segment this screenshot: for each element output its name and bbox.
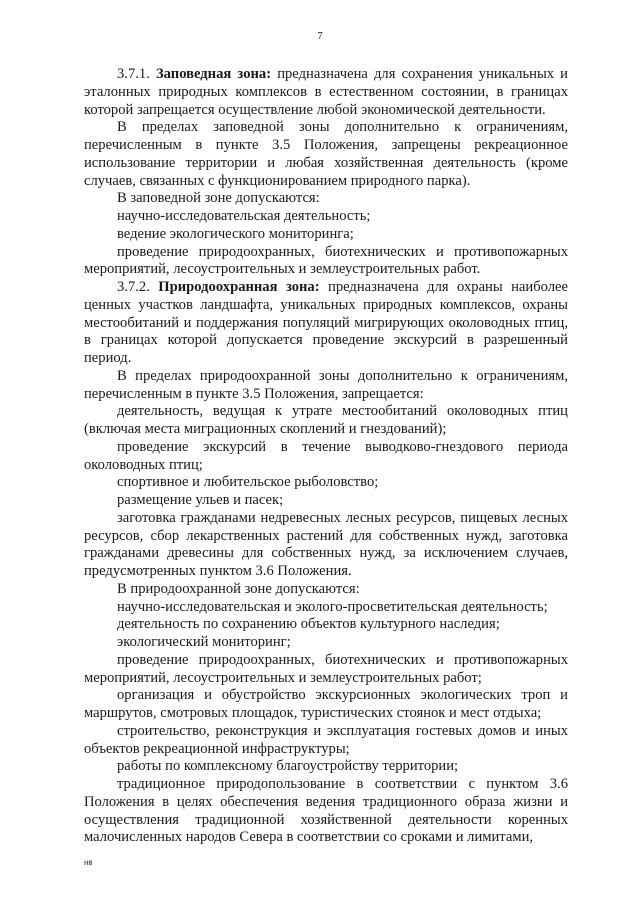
list-item: проведение экскурсий в течение выводково-гнездового периода околоводных птиц; <box>84 438 568 473</box>
document-body <box>84 66 568 847</box>
list-item: деятельность по сохранению объектов культурного наследия; <box>117 616 500 633</box>
paragraph: В пределах заповедной зоны дополнительно к ограничениям, перечисленным в пункте 3.5 Положения, запрещены рекреационное использование территории и любая хозяйственная деятельность (кроме случаев, связанных с функционированием природного парка). <box>84 119 568 189</box>
list-item: научно-исследовательская деятельность; <box>117 208 371 224</box>
list-item: заготовка гражданами недревесных лесных ресурсов, пищевых лесных ресурсов, сбор лекарственных растений для собственных нужд, заготовка гражданами древесины для собственных нужд, за исключением случаев, предусмотренных пунктом 3.6 Положения. <box>84 509 568 579</box>
page-number: 7 <box>317 30 323 42</box>
list-item: научно-исследовательская и эколого-просветительская деятельность; <box>117 598 548 615</box>
list-item: работы по комплексному благоустройству территории; <box>117 758 459 775</box>
paragraph: В пределах природоохранной зоны дополнительно к ограничениям, перечисленным в пункте 3.5 Положения, запрещается: <box>84 367 568 402</box>
list-item: проведение природоохранных, биотехнических и противопожарных мероприятий, лесоустроительных и землеустроительных работ; <box>84 651 568 686</box>
clause-number: 3.7.1. <box>117 66 150 82</box>
paragraph <box>84 279 568 368</box>
paragraph-text: предназначена для охраны наиболее ценных участков ландшафта, уникальных природных комплексов, охраны местообитаний и поддержания популяций мигрирующих околоводных птиц, в границах которой допускается проведение экскурсий в разрешенный период. <box>84 279 568 366</box>
list-item: спортивное и любительское рыболовство; <box>117 474 379 491</box>
list-item: организация и обустройство экскурсионных экологических троп и маршрутов, смотровых площадок, туристических стоянок и мест отдыха; <box>84 687 568 721</box>
list-item: строительство, реконструкция и эксплуатация гостевых домов и иных объектов рекреационной инфраструктуры; <box>84 722 568 757</box>
paragraph-text: предназначена для сохранения уникальных и эталонных природных комплексов в естественном состоянии, в границах которой запрещается осуществление любой экономической деятельности. <box>84 66 568 118</box>
list-item: ведение экологического мониторинга; <box>117 225 354 242</box>
list-item: размещение ульев и пасек; <box>117 492 284 508</box>
paragraph: В природоохранной зоне допускаются: <box>117 580 360 597</box>
zone-title: Природоохранная зона: <box>158 279 320 295</box>
list-item: проведение природоохранных, биотехнических и противопожарных мероприятий, лесоустроительных и землеустроительных работ. <box>84 243 568 278</box>
list-item: экологический мониторинг; <box>117 634 291 650</box>
zone-title: Заповедная зона: <box>155 66 272 82</box>
clause-number: 3.7.2. <box>117 279 150 295</box>
list-item: деятельность, ведущая к утрате местообитаний околоводных птиц (включая места миграционных скоплений и гнездований); <box>84 403 568 437</box>
paragraph <box>84 66 568 119</box>
list-item: традиционное природопользование в соответствии с пунктом 3.6 Положения в целях обеспечения ведения традиционного образа жизни и осуществления традиционной хозяйственной деятельности коренных малочисленных народов Севера в соответствии со сроками и лимитами, <box>84 776 568 846</box>
paragraph: В заповедной зоне допускаются: <box>117 190 320 207</box>
footer-initials: нв <box>84 858 93 867</box>
